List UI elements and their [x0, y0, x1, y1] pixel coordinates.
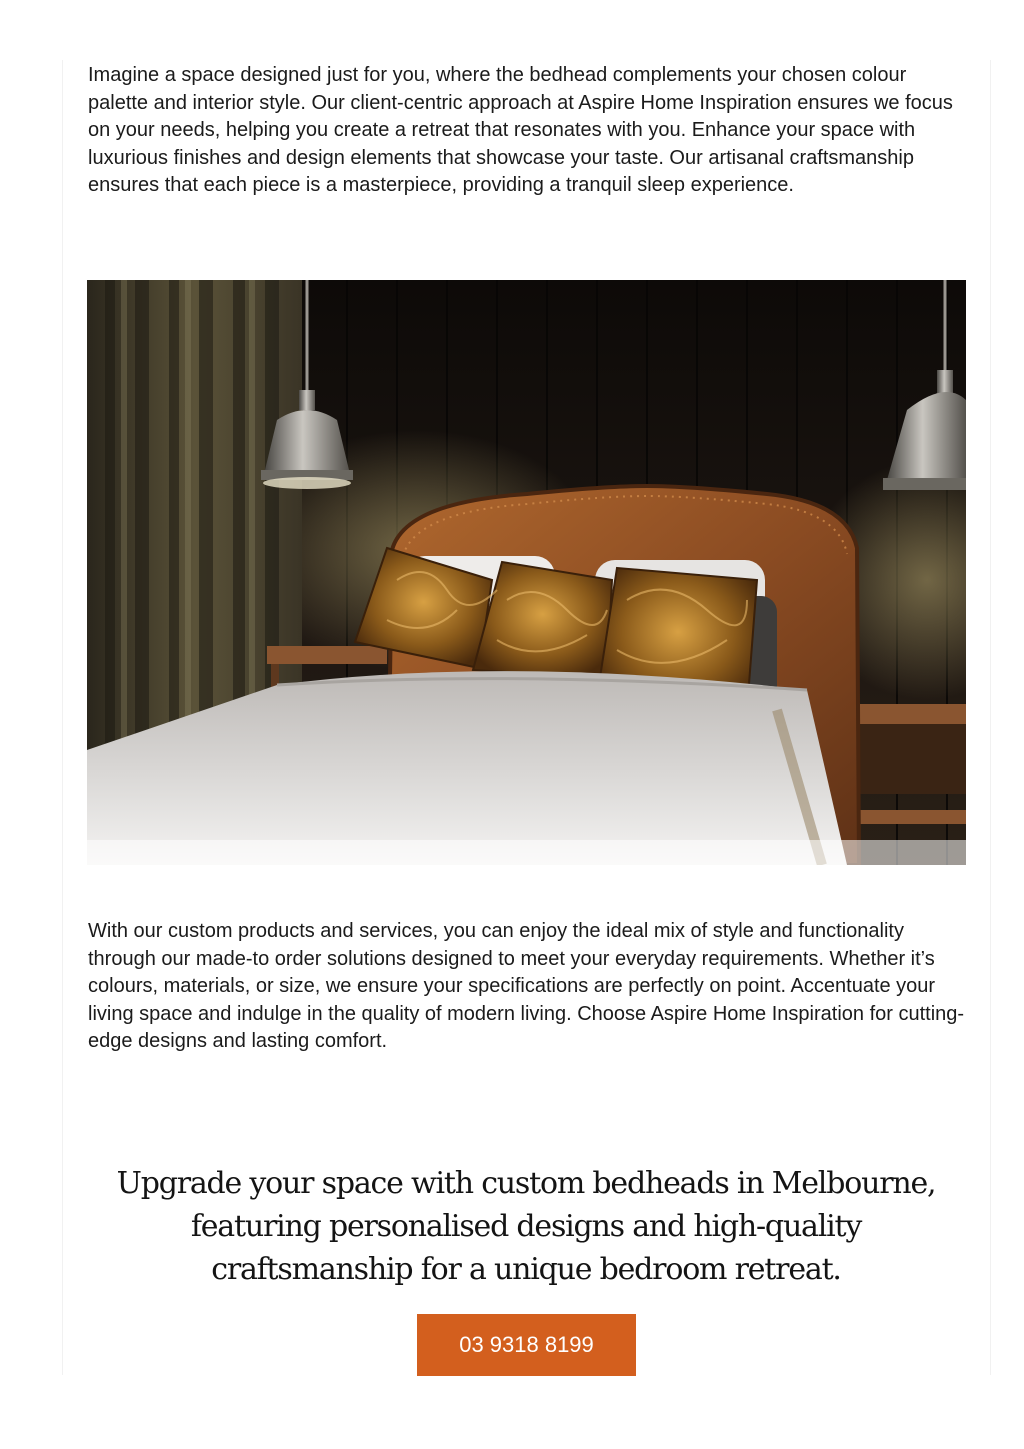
bedroom-photo [87, 280, 966, 865]
phone-call-button[interactable]: 03 9318 8199 [417, 1314, 636, 1376]
intro-paragraph: Imagine a space designed just for you, where the bedhead complements your chosen colour palette and interior style. Our client-centric approach at Aspire Home Inspiration ensures we focus on your needs, helping you create a retreat that resonates with you. Enhance your space with luxurious finishes and design elements that showcase your taste. Our artisanal craftsmanship ensures that each piece is a masterpiece, providing a tranquil sleep experience. [88, 64, 953, 197]
headline: Upgrade your space with custom bedheads in Melbourne, featuring personalised designs and high-quality craftsmanship for a unique bedroom retreat. [116, 1166, 936, 1287]
second-paragraph: With our custom products and services, you can enjoy the ideal mix of style and functionality through our made-to order solutions designed to meet your everyday requirements. Whether it’s colours, materials, or size, we ensure your specifications are perfectly on point. Accentuate your living space and indulge in the quality of modern living. Choose Aspire Home Inspiration for cutting-edge designs and lasting comfort. [88, 920, 965, 1053]
